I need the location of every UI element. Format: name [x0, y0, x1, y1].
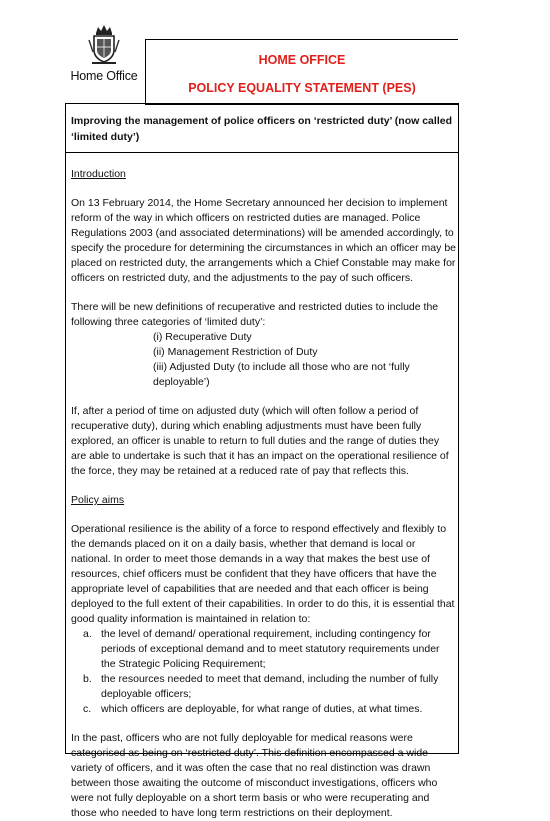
list-marker: b. [83, 673, 92, 685]
policy-aims-paragraph-2: In the past, officers who are not fully deployable for medical reasons were categorised as being on ‘restricted duty’. This definition encompassed a wide variety of officers, and it was often the case that no real distinction was drawn between those awaiting the outcome of misconduct investigations, officers who were not fully deployable on a short term basis or who were recuperating and those who needed to have long term restrictions on their deployment. [71, 732, 438, 819]
list-item-text: the resources needed to meet that demand, including the number of fully deployable officers; [101, 673, 439, 700]
list-item [71, 702, 457, 717]
introduction-paragraph-1: On 13 February 2014, the Home Secretary announced her decision to implement reform of the way in which officers on restricted duties are managed. Police Regulations 2003 (and associated determinations) will be amended accordingly, to specify the procedure for determining the circumstances in which an officer may be placed on restricted duty, the arrangements which a Chief Constable may make for officers on restricted duty, and the adjustments to the pay of such officers. [71, 197, 456, 284]
header-title: HOME OFFICE [258, 53, 346, 67]
category-item: (ii) Management Restriction of Duty [153, 346, 318, 358]
title-cell [66, 104, 458, 153]
header-subtitle: POLICY EQUALITY STATEMENT (PES) [188, 81, 416, 95]
introduction-heading: Introduction [71, 168, 126, 180]
category-item-continuation: deployable’) [153, 376, 210, 388]
category-item: (i) Recuperative Duty [153, 331, 252, 343]
list-item-text: which officers are deployable, for what range of duties, at what times. [101, 703, 423, 715]
list-marker: c. [83, 703, 92, 715]
statement-table [65, 103, 459, 819]
introduction-paragraph-3: If, after a period of time on adjusted duty (which will often follow a period of recuperative duty), during which enabling adjustments must have been fully explored, an officer is unable to return to full duties and the range of duties they are able to undertake is such that it has an impact on the operational resilience of the force, they may be retained at a reduced rate of pay that reflects this. [71, 405, 449, 477]
list-item [71, 627, 457, 672]
list-marker: a. [83, 628, 92, 640]
policy-aims-heading: Policy aims [71, 494, 125, 506]
category-item: (iii) Adjusted Duty (to include all those who are not ‘fully [153, 361, 410, 373]
policy-aims-paragraph-1: Operational resilience is the ability of a force to respond effectively and flexibly to the demands placed on it on a daily basis, whether that demand is local or national. In order to meet those demands in a way that makes the best use of resources, chief officers must be confident that they have officers that have the appropriate level of capabilities that are needed and that each officer is being deployed to the full extent of their capabilities. In order to do this, it is essential that good quality information is maintained in relation to: [71, 523, 455, 625]
list-item-text: the level of demand/ operational requirement, including contingency for periods of exceptional demand and to meet statutory requirements under the Strategic Policing Requirement; [101, 628, 440, 670]
statement-body [71, 167, 457, 821]
home-office-logo [64, 24, 142, 96]
document-title: Improving the management of police officers on ‘restricted duty’ (now called ‘limited duty’) [71, 115, 452, 143]
header-box [145, 39, 458, 105]
list-item [71, 672, 457, 702]
logo-wordmark: Home Office [70, 69, 138, 83]
royal-crest-icon [86, 24, 122, 66]
introduction-paragraph-2: There will be new definitions of recuperative and restricted duties to include the following three categories of ‘limited duty’: [71, 301, 439, 328]
